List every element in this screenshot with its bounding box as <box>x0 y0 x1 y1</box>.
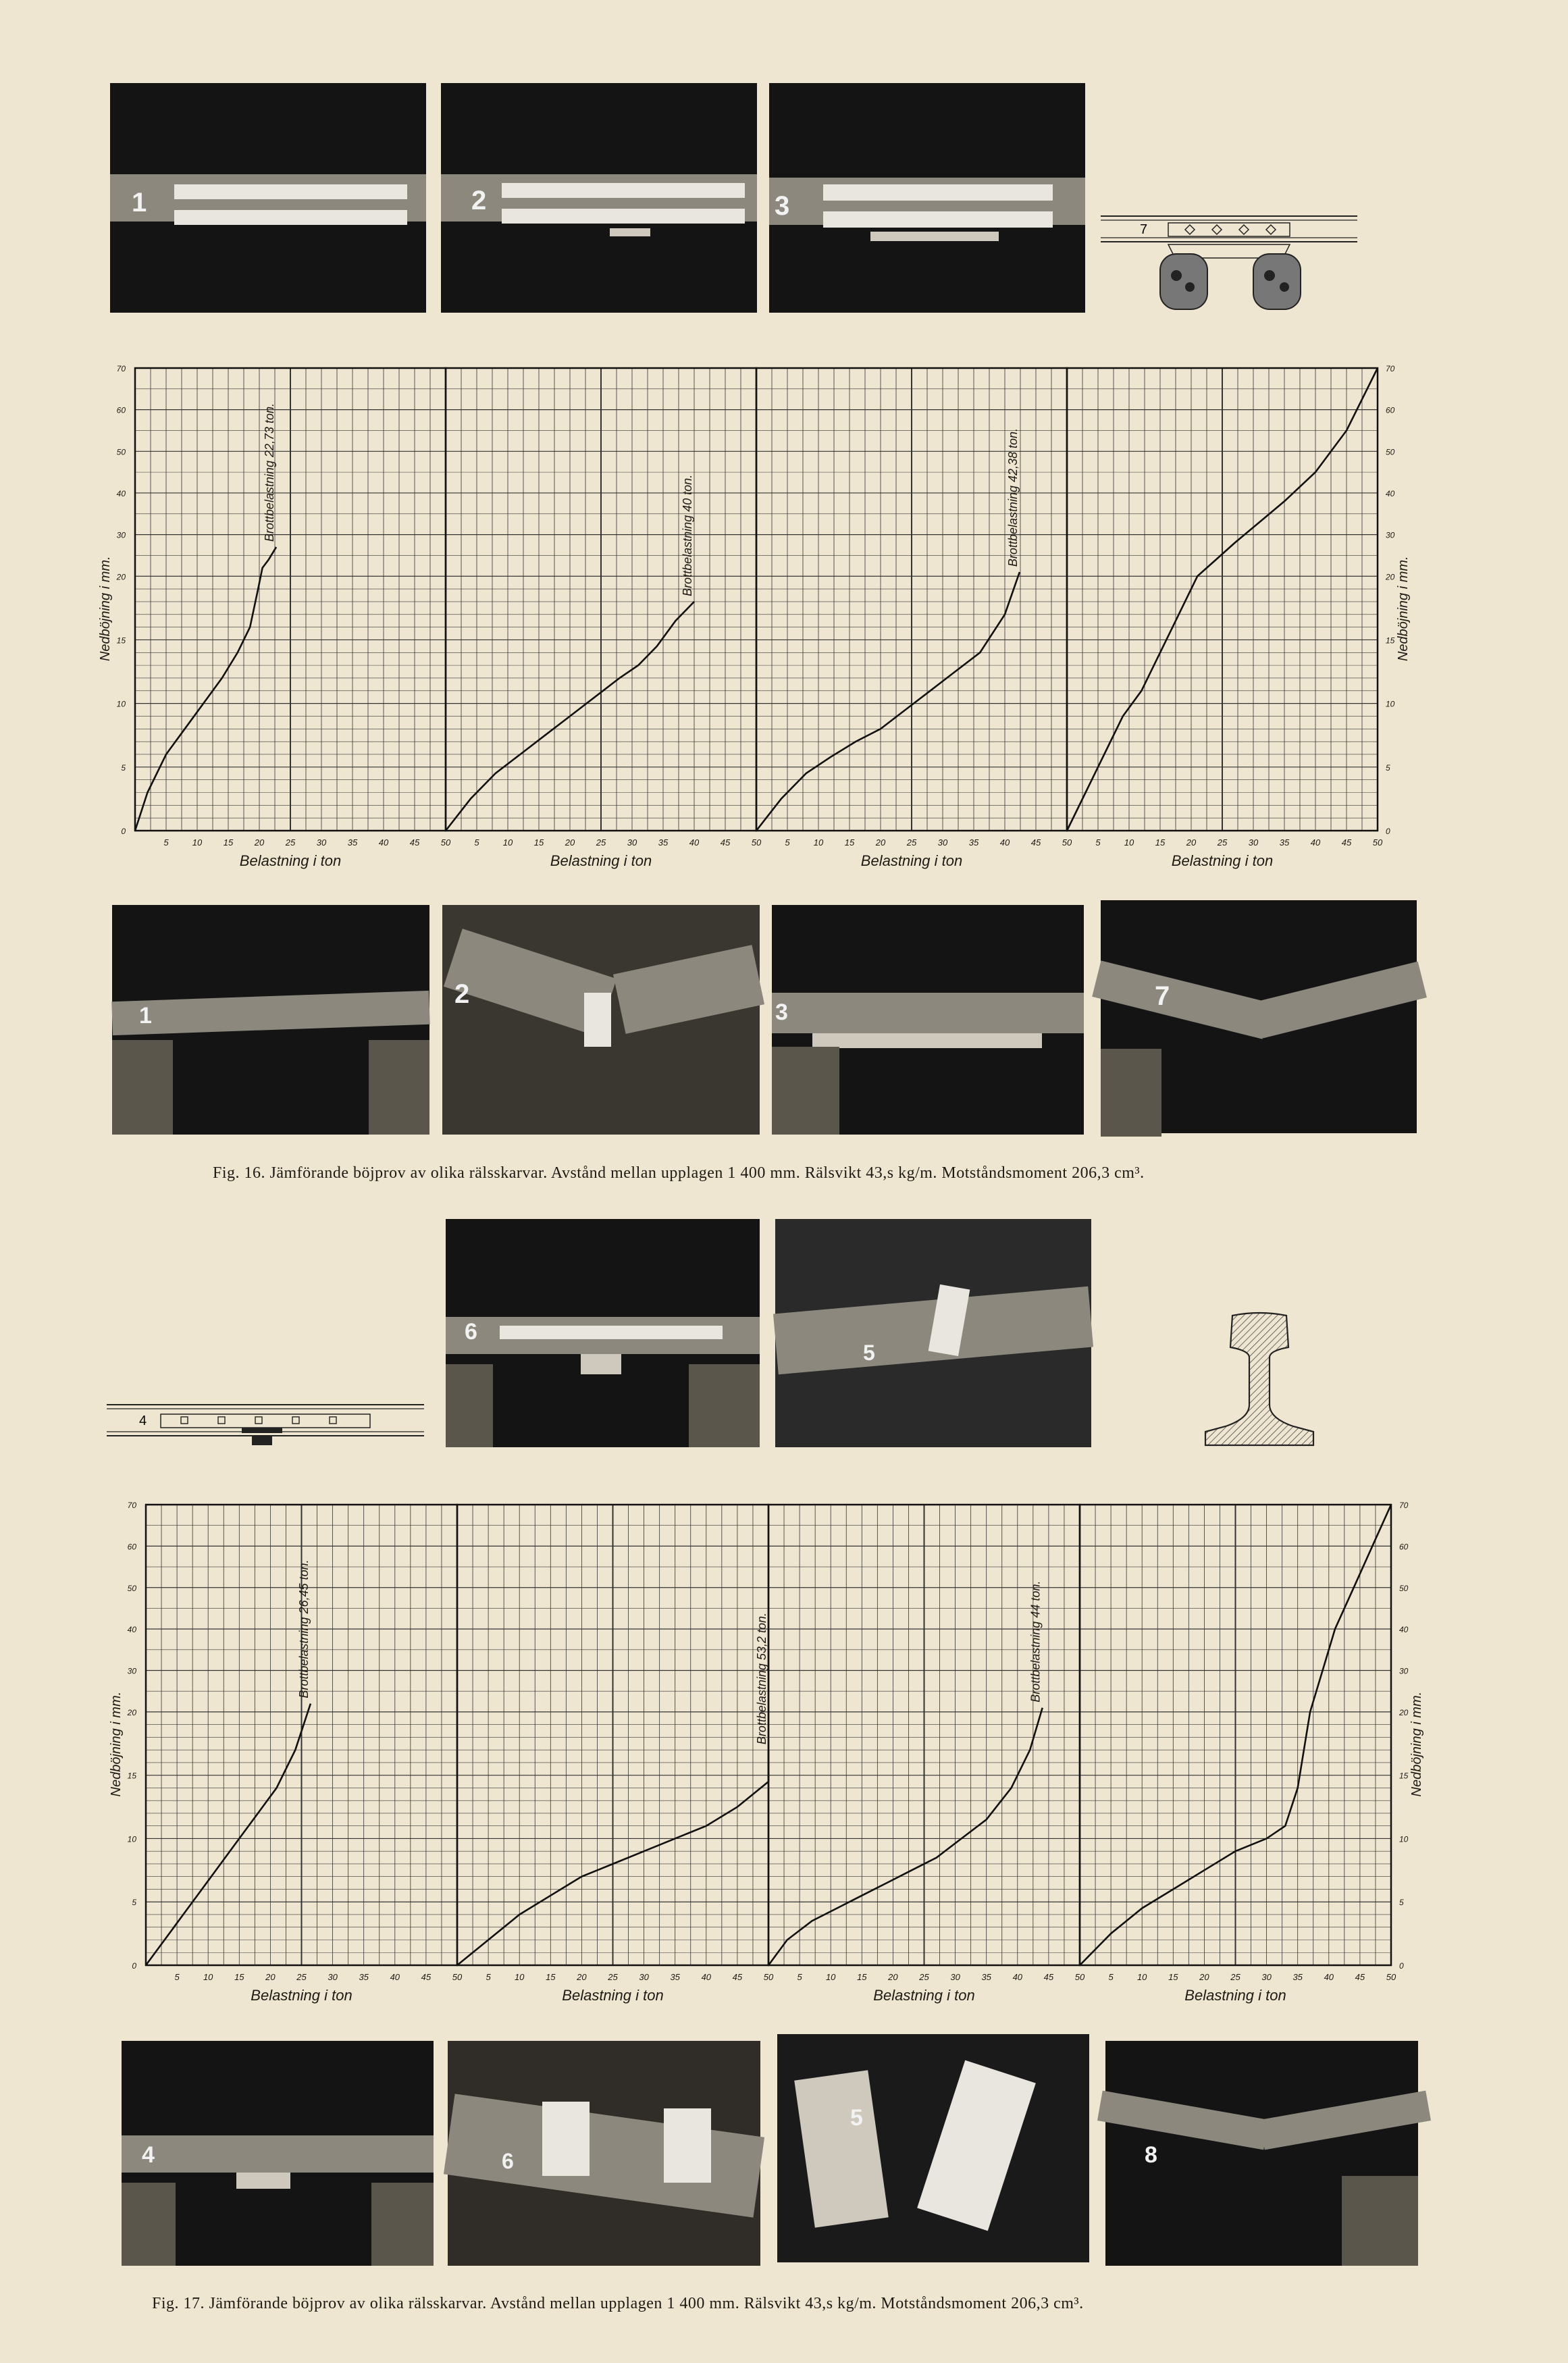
chart-panel <box>768 1505 1085 2004</box>
x-tick-label: 50 <box>763 1972 774 1982</box>
x-tick-label: 25 <box>596 837 606 848</box>
x-tick-label: 35 <box>981 1972 991 1982</box>
y-tick-label: 40 <box>1399 1625 1409 1635</box>
y-tick-label: 20 <box>1399 1707 1409 1717</box>
x-axis-label: Belastning i ton <box>251 1987 352 2004</box>
x-tick-label: 45 <box>421 1972 432 1982</box>
chart-panel <box>446 368 762 869</box>
photo-joint-3-top <box>769 83 1085 313</box>
photo-label: 6 <box>502 2149 514 2173</box>
y-tick-label: 20 <box>127 1707 136 1717</box>
break-load-annotation: Brottbelastning 22,73 ton. <box>263 403 277 542</box>
x-tick-label: 25 <box>608 1972 618 1982</box>
x-tick-label: 15 <box>223 837 234 848</box>
x-tick-label: 5 <box>486 1972 491 1982</box>
y-tick-label: 60 <box>116 405 126 415</box>
x-tick-label: 50 <box>1372 837 1383 848</box>
y-tick-label: 40 <box>1386 488 1395 498</box>
y-tick-label: 50 <box>1386 447 1395 457</box>
y-tick-label: 70 <box>127 1501 136 1510</box>
x-tick-label: 40 <box>390 1972 400 1982</box>
diagram-label: 7 <box>1140 222 1148 237</box>
x-tick-label: 30 <box>639 1972 649 1982</box>
photo-label: 1 <box>139 1003 152 1029</box>
x-tick-label: 5 <box>1108 1972 1114 1982</box>
x-tick-label: 15 <box>546 1972 556 1982</box>
x-axis-label: Belastning i ton <box>239 852 342 869</box>
x-tick-label: 20 <box>254 837 265 848</box>
x-tick-label: 10 <box>813 837 824 848</box>
y-tick-label: 0 <box>1399 1961 1404 1971</box>
x-tick-label: 30 <box>950 1972 960 1982</box>
photo-joint-7-broken <box>1101 900 1417 1133</box>
break-load-annotation: Brottbelastning 53,2 ton. <box>755 1613 768 1745</box>
photo-joint-5-top <box>775 1219 1091 1447</box>
photo-joint-3-broken <box>772 905 1084 1135</box>
x-tick-label: 25 <box>1230 1972 1240 1982</box>
photo-label: 6 <box>465 1319 477 1345</box>
photo-label: 1 <box>132 188 147 217</box>
x-axis-label: Belastning i ton <box>873 1987 975 2004</box>
y-tick-label: 70 <box>1386 364 1395 373</box>
y-tick-label: 20 <box>1386 572 1395 582</box>
x-tick-label: 35 <box>1292 1972 1303 1982</box>
x-tick-label: 40 <box>1324 1972 1334 1982</box>
y-tick-label: 40 <box>116 488 126 498</box>
y-axis-label: Nedböjning i mm. <box>109 1691 124 1797</box>
y-tick-label: 30 <box>1399 1666 1409 1676</box>
figure-caption: Fig. 16. Jämförande böjprov av olika rälsskarvar. Avstånd mellan upplagen 1 400 mm. Rälsvikt 43,s kg/m. Motståndsmoment 206,3 cm³. <box>213 1164 1145 1182</box>
y-tick-label: 15 <box>116 635 126 646</box>
chart-fig16 <box>98 364 1465 878</box>
data-series-line <box>768 1708 1043 1965</box>
y-tick-label: 70 <box>116 364 126 373</box>
break-load-annotation: Brottbelastning 40 ton. <box>681 474 694 596</box>
x-tick-label: 10 <box>514 1972 525 1982</box>
x-tick-label: 45 <box>1355 1972 1365 1982</box>
x-tick-label: 20 <box>875 837 886 848</box>
y-tick-label: 70 <box>1399 1501 1409 1510</box>
x-tick-label: 40 <box>689 837 700 848</box>
x-tick-label: 30 <box>627 837 637 848</box>
y-tick-label: 50 <box>116 447 126 457</box>
x-tick-label: 25 <box>1217 837 1228 848</box>
x-tick-label: 25 <box>285 837 296 848</box>
photo-joint-2-top <box>441 83 757 313</box>
x-tick-label: 15 <box>234 1972 244 1982</box>
x-tick-label: 40 <box>1310 837 1321 848</box>
photo-joint-4-broken <box>122 2041 434 2266</box>
y-tick-label: 50 <box>127 1583 136 1593</box>
x-axis-label: Belastning i ton <box>1184 1987 1286 2004</box>
break-load-annotation: Brottbelastning 26,45 ton. <box>296 1559 311 1698</box>
photo-label: 5 <box>850 2105 863 2131</box>
y-tick-label: 0 <box>132 1961 136 1971</box>
break-load-annotation: Brottbelastning 44 ton. <box>1028 1580 1043 1703</box>
x-tick-label: 40 <box>701 1972 712 1982</box>
y-tick-label: 15 <box>127 1771 136 1781</box>
x-tick-label: 40 <box>378 837 389 848</box>
x-tick-label: 35 <box>1279 837 1290 848</box>
y-tick-label: 5 <box>121 762 126 773</box>
x-tick-label: 50 <box>751 837 762 848</box>
x-tick-label: 45 <box>1341 837 1352 848</box>
x-tick-label: 35 <box>968 837 979 848</box>
chart-panel <box>457 1505 774 2004</box>
photo-joint-2-broken <box>442 905 760 1135</box>
photo-label: 2 <box>454 979 470 1009</box>
rail-profile-drawing <box>1202 1310 1317 1452</box>
photo-joint-5-broken <box>777 2034 1089 2262</box>
photo-joint-1-top <box>110 83 426 313</box>
photo-joint-6-top <box>446 1219 760 1447</box>
x-tick-label: 45 <box>720 837 731 848</box>
x-tick-label: 15 <box>533 837 544 848</box>
x-tick-label: 5 <box>474 837 479 848</box>
x-axis-label: Belastning i ton <box>550 852 652 869</box>
y-axis-label: Nedböjning i mm. <box>1409 1691 1424 1797</box>
x-tick-label: 5 <box>163 837 169 848</box>
y-tick-label: 20 <box>116 572 126 582</box>
x-tick-label: 30 <box>316 837 327 848</box>
x-tick-label: 50 <box>440 837 451 848</box>
y-tick-label: 60 <box>1386 405 1395 415</box>
x-tick-label: 5 <box>174 1972 180 1982</box>
joint-diagram-7 <box>1101 203 1384 317</box>
x-tick-label: 20 <box>1186 837 1197 848</box>
diagram-label: 4 <box>139 1413 147 1428</box>
joint-diagram-4 <box>107 1398 431 1452</box>
x-tick-label: 30 <box>1248 837 1259 848</box>
x-tick-label: 25 <box>296 1972 307 1982</box>
x-axis-label: Belastning i ton <box>562 1987 664 2004</box>
x-tick-label: 45 <box>409 837 420 848</box>
x-tick-label: 50 <box>452 1972 463 1982</box>
photo-label: 5 <box>863 1341 875 1365</box>
y-axis-label: Nedböjning i mm. <box>98 556 113 662</box>
break-load-annotation: Brottbelastning 42,38 ton. <box>1005 427 1020 567</box>
x-tick-label: 35 <box>359 1972 369 1982</box>
x-tick-label: 10 <box>502 837 513 848</box>
x-tick-label: 20 <box>888 1972 898 1982</box>
x-tick-label: 45 <box>1043 1972 1054 1982</box>
photo-joint-6-broken <box>448 2041 760 2266</box>
x-tick-label: 10 <box>1136 1972 1147 1982</box>
data-series-line <box>135 547 276 831</box>
x-tick-label: 15 <box>844 837 855 848</box>
y-tick-label: 10 <box>1386 699 1395 709</box>
x-tick-label: 25 <box>906 837 917 848</box>
y-tick-label: 60 <box>127 1542 136 1552</box>
chart-panel <box>756 368 1072 869</box>
y-tick-label: 0 <box>121 827 126 836</box>
x-tick-label: 30 <box>1261 1972 1272 1982</box>
x-tick-label: 50 <box>1062 837 1072 848</box>
x-tick-label: 15 <box>1155 837 1166 848</box>
x-tick-label: 10 <box>203 1972 213 1982</box>
y-tick-label: 10 <box>116 699 126 709</box>
chart-panel <box>135 368 451 869</box>
x-tick-label: 10 <box>192 837 203 848</box>
x-tick-label: 30 <box>937 837 948 848</box>
y-tick-label: 30 <box>1386 530 1395 540</box>
y-axis-label: Nedböjning i mm. <box>1396 556 1411 662</box>
x-tick-label: 5 <box>797 1972 802 1982</box>
x-tick-label: 10 <box>1124 837 1134 848</box>
x-tick-label: 35 <box>658 837 669 848</box>
x-tick-label: 20 <box>265 1972 276 1982</box>
chart-panel <box>146 1505 463 2004</box>
x-tick-label: 15 <box>857 1972 867 1982</box>
y-tick-label: 10 <box>127 1834 136 1844</box>
y-tick-label: 40 <box>127 1625 136 1635</box>
x-tick-label: 20 <box>577 1972 587 1982</box>
y-tick-label: 30 <box>116 530 126 540</box>
x-tick-label: 10 <box>825 1972 836 1982</box>
chart-fig17 <box>101 1499 1465 2004</box>
y-tick-label: 15 <box>1386 635 1395 646</box>
y-tick-label: 50 <box>1399 1583 1409 1593</box>
y-tick-label: 15 <box>1399 1771 1409 1781</box>
photo-label: 2 <box>471 186 487 215</box>
x-axis-label: Belastning i ton <box>860 852 963 869</box>
photo-label: 8 <box>1145 2142 1157 2168</box>
photo-label: 3 <box>775 191 790 221</box>
y-tick-label: 10 <box>1399 1834 1409 1844</box>
x-tick-label: 45 <box>732 1972 743 1982</box>
x-tick-label: 25 <box>919 1972 929 1982</box>
photo-joint-1-broken <box>112 905 429 1135</box>
photo-label: 7 <box>1155 981 1170 1011</box>
x-tick-label: 50 <box>1074 1972 1085 1982</box>
photo-label: 4 <box>142 2142 155 2168</box>
x-tick-label: 20 <box>565 837 575 848</box>
x-tick-label: 40 <box>1012 1972 1023 1982</box>
chart-panel <box>1080 1505 1396 2004</box>
x-tick-label: 5 <box>1095 837 1101 848</box>
x-tick-label: 15 <box>1168 1972 1178 1982</box>
photo-joint-8-broken <box>1105 2041 1418 2266</box>
y-tick-label: 5 <box>132 1898 136 1908</box>
data-series-line <box>756 572 1020 831</box>
x-tick-label: 50 <box>1386 1972 1396 1982</box>
photo-label: 3 <box>775 999 788 1025</box>
chart-panel <box>1067 368 1383 869</box>
figure-caption: Fig. 17. Jämförande böjprov av olika rälsskarvar. Avstånd mellan upplagen 1 400 mm. Rälsvikt 43,s kg/m. Motståndsmoment 206,3 cm³. <box>152 2295 1084 2312</box>
x-tick-label: 20 <box>1199 1972 1209 1982</box>
y-tick-label: 5 <box>1399 1898 1404 1908</box>
x-tick-label: 40 <box>999 837 1010 848</box>
x-axis-label: Belastning i ton <box>1171 852 1274 869</box>
x-tick-label: 5 <box>785 837 790 848</box>
x-tick-label: 45 <box>1030 837 1041 848</box>
y-tick-label: 5 <box>1386 762 1390 773</box>
y-tick-label: 0 <box>1386 827 1390 836</box>
x-tick-label: 30 <box>328 1972 338 1982</box>
x-tick-label: 35 <box>347 837 358 848</box>
y-tick-label: 60 <box>1399 1542 1409 1552</box>
x-tick-label: 35 <box>670 1972 680 1982</box>
y-tick-label: 30 <box>127 1666 136 1676</box>
